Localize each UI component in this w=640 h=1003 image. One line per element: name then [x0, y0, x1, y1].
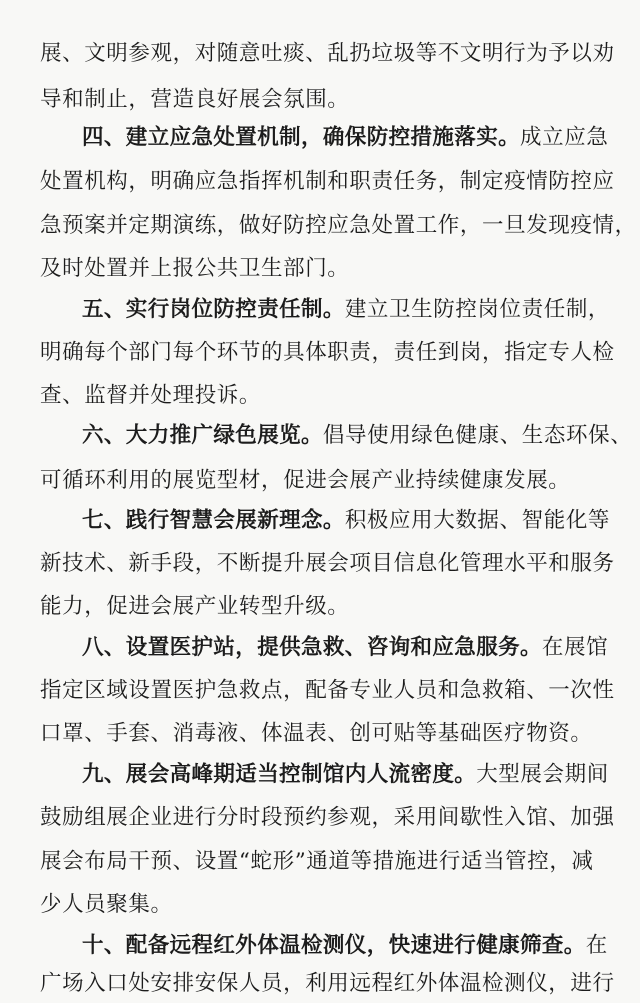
paragraph-first-line [82, 761, 609, 789]
text-line: 查、监督并处理投诉。 [40, 383, 262, 408]
text-run: 建立卫生防控岗位责任制， [344, 297, 611, 322]
text-line: 处置机构，明确应急指挥机制和职责任务，制定疫情防控应 [40, 169, 615, 194]
text-run: 大型展会期间 [476, 762, 609, 787]
section-heading: 六、大力推广绿色展览。 [82, 423, 323, 448]
text-run: 成立应急 [520, 125, 609, 150]
text-run: 在展馆 [541, 635, 609, 660]
paragraph-first-line [82, 932, 606, 960]
section-heading: 九、展会高峰期适当控制馆内人流密度。 [82, 762, 477, 787]
section-heading: 五、实行岗位防控责任制。 [82, 297, 345, 322]
section-heading: 四、建立应急处置机制，确保防控措施落实。 [82, 125, 521, 150]
text-run: 倡导使用绿色健康、生态环保、 [322, 423, 633, 448]
text-line: 口罩、手套、消毒液、体温表、创可贴等基础医疗物资。 [40, 721, 593, 746]
paragraph-first-line [82, 296, 611, 324]
paragraph-first-line [82, 422, 633, 450]
text-line: 指定区域设置医护急救点，配备专业人员和急救箱、一次性 [40, 678, 615, 703]
section-heading: 七、践行智慧会展新理念。 [82, 508, 345, 533]
paragraph-first-line [82, 124, 609, 152]
text-line: 可循环利用的展览型材，促进会展产业持续健康发展。 [40, 468, 571, 493]
section-heading: 十、配备远程红外体温检测仪，快速进行健康筛查。 [82, 933, 586, 958]
section-heading: 八、设置医护站，提供急救、咨询和应急服务。 [82, 635, 542, 660]
text-line: 明确每个部门每个环节的具体职责，责任到岗，指定专人检 [40, 340, 615, 365]
text-line: 急预案并定期演练，做好防控应急处置工作，一旦发现疫情， [40, 213, 637, 238]
text-line: 展会布局干预、设置“蛇形”通道等措施进行适当管控，减 [40, 849, 594, 874]
paragraph-first-line [82, 507, 611, 535]
text-line: 导和制止，营造良好展会氛围。 [40, 87, 350, 112]
text-line: 及时处置并上报公共卫生部门。 [40, 256, 350, 281]
text-line: 新技术、新手段，不断提升展会项目信息化管理水平和服务 [40, 551, 615, 576]
text-line: 鼓励组展企业进行分时段预约参观，采用间歇性入馆、加强 [40, 805, 615, 830]
text-run: 在 [585, 933, 608, 958]
text-line: 少人员聚集。 [40, 892, 173, 917]
text-run: 积极应用大数据、智能化等 [344, 508, 611, 533]
text-line: 展、文明参观，对随意吐痰、乱扔垃圾等不文明行为予以劝 [40, 41, 615, 66]
text-line: 能力，促进会展产业转型升级。 [40, 594, 350, 619]
paragraph-first-line [82, 634, 609, 662]
text-line: 广场入口处安排安保人员，利用远程红外体温检测仪，进行 [40, 971, 615, 996]
